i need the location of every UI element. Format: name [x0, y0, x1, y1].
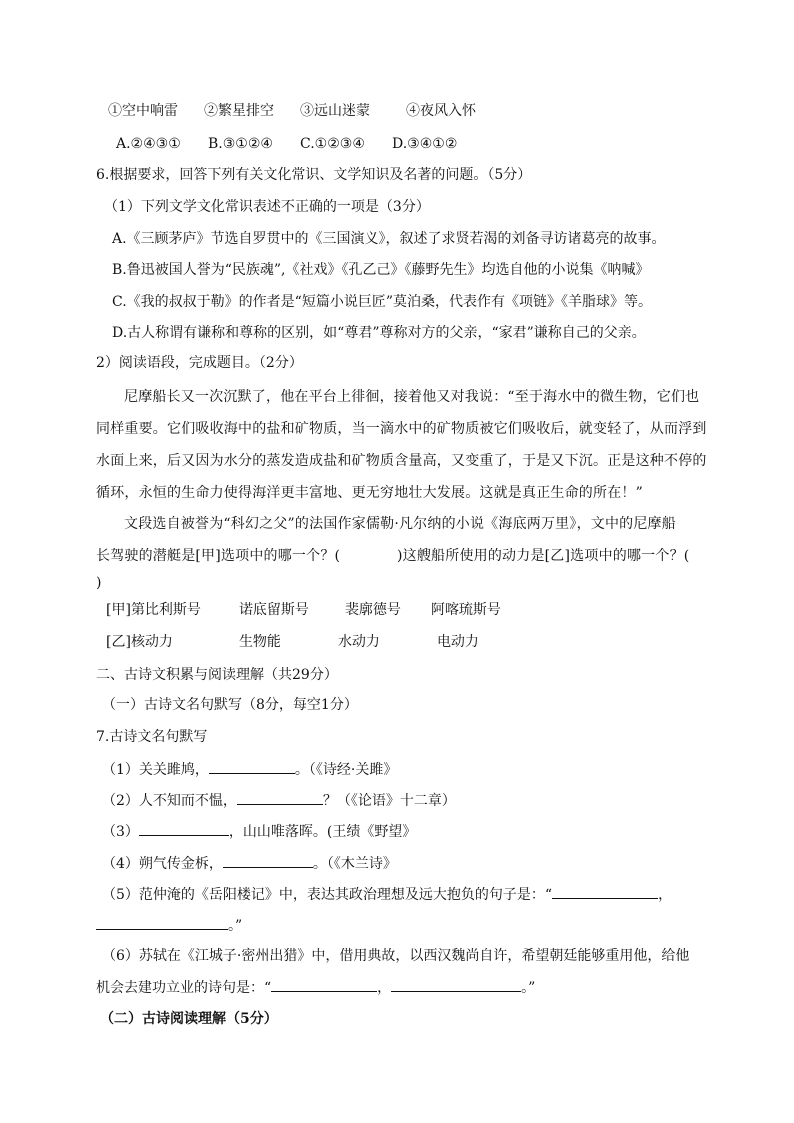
section2-heading: 二、古诗文积累与阅读理解（共29分）	[96, 667, 338, 683]
q7-item-4: （4）朔气传金柝， 。（《木兰诗》	[102, 853, 397, 874]
q7-item-1: （1）关关雎鸠， 。（《诗经·关雎》	[102, 759, 397, 780]
q5-option: ②繁星排空	[204, 103, 274, 119]
q6-choice-a: A.《三顾茅庐》节选自罗贯中的《三国演义》，叙述了求贤若渴的刘备寻访诸葛亮的故事。	[112, 231, 666, 247]
jia-options-row	[106, 600, 501, 620]
q5-choice: B.③①②④	[208, 136, 273, 152]
jia-option: 第比利斯号	[130, 602, 201, 618]
q5-choice: A.②④③①	[116, 136, 181, 152]
answer-blank[interactable]	[391, 977, 521, 992]
yi-options-row	[106, 632, 479, 652]
jia-label: [甲]	[106, 602, 131, 618]
q6-part1-heading: （1）下列文学文化常识表述不正确的一项是（3分）	[104, 199, 430, 215]
q7-item-5: （5）范仲淹的《岳阳楼记》中，表达其政治理想及远大抱负的句子是：“ ，	[102, 884, 672, 905]
q6-choice-c: C.《我的叔叔于勒》的作者是“短篇小说巨匠”莫泊桑，代表作有《项链》《羊脂球》等。	[112, 294, 652, 310]
passage-line: 同样重要。它们吸收海中的盐和矿物质，当一滴水中的矿物质被它们吸收后，就变轻了，从而浮到	[96, 421, 707, 437]
passage-line: 水面上来，后又因为水分的蒸发造成盐和矿物质含量高，又变重了，于是又下沉。正是这种不停的	[96, 453, 707, 469]
reading-passage	[96, 381, 707, 509]
yi-option: 生物能	[238, 634, 281, 650]
passage-line: 尼摩船长又一次沉默了，他在平台上徘徊，接着他又对我说：“至于海水中的微生物，它们也	[124, 389, 700, 405]
q7-item-6-cont: 机会去建功立业的诗句是：“ ， 。”	[96, 977, 535, 998]
answer-blank[interactable]	[552, 884, 658, 899]
answer-blank[interactable]	[271, 977, 377, 992]
q5-choices-row	[116, 134, 457, 154]
q6-choice-b: B.鲁迅被国人誉为“民族魂”,《社戏》《孔乙己》《藤野先生》均选自他的小说集《呐喊》	[112, 262, 650, 278]
q7-heading: 7.古诗文名句默写	[96, 729, 208, 745]
q6-choice-d: D.古人称谓有谦称和尊称的区别，如“尊君”尊称对方的父亲，“家君”谦称自己的父亲。	[112, 325, 646, 341]
question-line: )	[96, 575, 102, 591]
passage-line: 循环，永恒的生命力使得海洋更丰富地、更无穷地壮大发展。这就是真正生命的所在！”	[96, 485, 643, 501]
q7-item-3: （3） ，山山唯落晖。(王绩《野望》	[102, 821, 416, 842]
q5-option: ①空中响雷	[108, 103, 178, 119]
question-line: 文段选自被誉为“科幻之父”的法国作家儒勒·凡尔纳的小说《海底两万里》，文中的尼摩船	[124, 516, 676, 532]
jia-option: 阿喀琉斯号	[430, 602, 501, 618]
jia-option: 诺底留斯号	[238, 602, 309, 618]
answer-blank[interactable]	[96, 915, 228, 930]
answer-blank[interactable]	[139, 821, 229, 836]
yi-option: 电动力	[436, 634, 479, 650]
yi-label: [乙]	[106, 634, 131, 650]
q5-option: ④夜风入怀	[406, 103, 476, 119]
answer-blank[interactable]	[237, 790, 323, 805]
q6-heading: 6.根据要求，回答下列有关文化常识、文学知识及名著的问题。（5分）	[96, 167, 532, 183]
q5-choice: C.①②③④	[300, 136, 365, 152]
section2-sub2: （二）古诗阅读理解（5分）	[100, 1011, 278, 1027]
section2-sub1: （一）古诗文名句默写（8分，每空1分）	[102, 697, 358, 713]
yi-option: 水动力	[337, 634, 380, 650]
yi-option: 核动力	[130, 634, 173, 650]
answer-blank[interactable]	[223, 853, 313, 868]
q7-item-5-cont: 。”	[96, 915, 242, 936]
jia-option: 裴廓德号	[344, 602, 401, 618]
q7-item-2: （2）人不知而不愠， ？（《论语》十二章）	[102, 790, 456, 811]
question-line: 长驾驶的潜艇是[甲]选项中的哪一个？( )这艘船所使用的动力是[乙]选项中的哪一个？(	[96, 548, 690, 564]
answer-blank[interactable]	[209, 759, 295, 774]
q5-options-row	[108, 101, 476, 121]
q5-choice: D.③④①②	[392, 136, 458, 152]
passage-question	[96, 508, 700, 594]
q7-item-6: （6）苏轼在《江城子·密州出猎》中，借用典故，以西汉魏尚自许，希望朝廷能够重用他，给他	[102, 948, 690, 964]
q6-part2-heading: 2）阅读语段，完成题目。（2分）	[96, 355, 303, 371]
q5-option: ③远山迷蒙	[300, 103, 370, 119]
